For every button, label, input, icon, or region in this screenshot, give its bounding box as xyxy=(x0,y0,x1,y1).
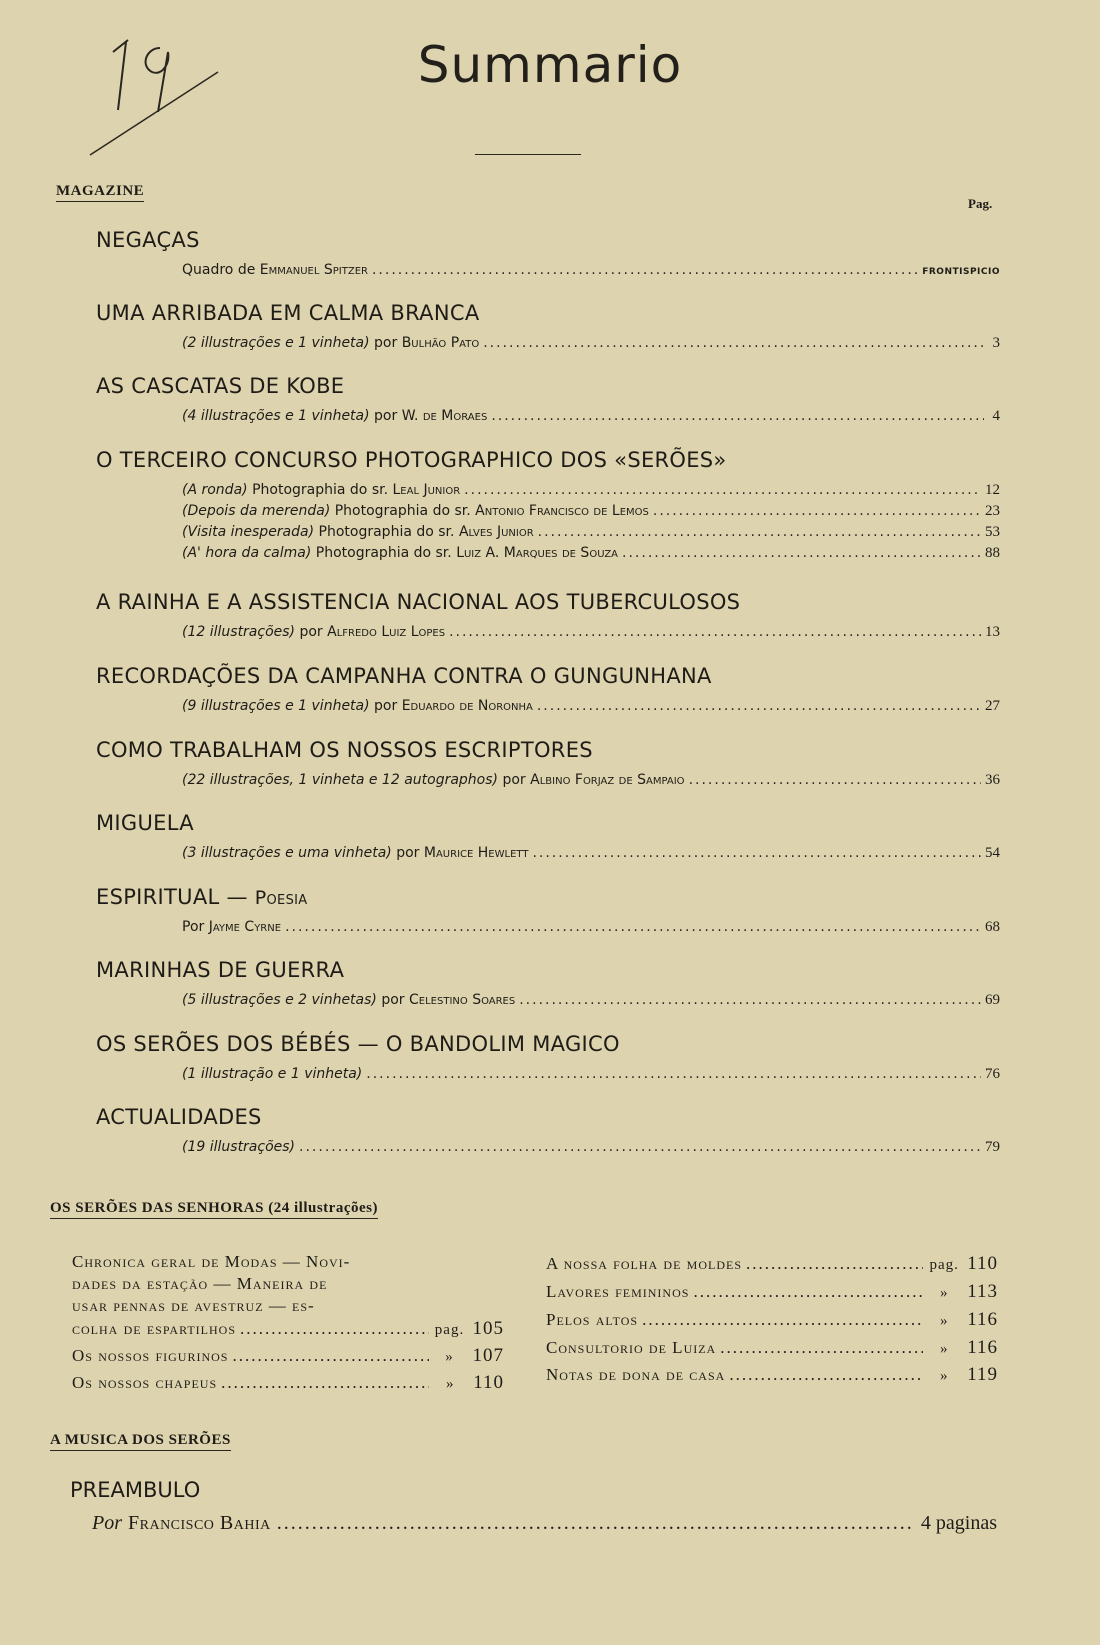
senhoras-page-number: 107 xyxy=(472,1345,504,1366)
entry-text: Photographia do sr. xyxy=(314,524,459,540)
musica-section-label: A MUSICA DOS SERÕES xyxy=(50,1432,231,1451)
entry-text: Por xyxy=(182,919,209,935)
senhoras-item-text: dades da estação — Maneira de xyxy=(72,1274,328,1293)
senhoras-item xyxy=(546,1337,998,1359)
entry-author: Emmanuel Spitzer xyxy=(259,262,368,278)
leader-dots xyxy=(449,624,981,640)
entry-description: (12 illustrações) xyxy=(182,624,296,640)
preambulo-title: PREAMBULO xyxy=(70,1478,201,1502)
entry-author: Alves Junior xyxy=(458,524,534,540)
page-marker: pag. xyxy=(434,1322,465,1338)
entry-author: W. de Moraes xyxy=(401,408,488,424)
senhoras-item xyxy=(546,1364,998,1386)
page-marker: » xyxy=(939,1341,949,1357)
entry-title: MARINHAS DE GUERRA xyxy=(96,958,345,982)
leader-dots xyxy=(366,1066,981,1082)
senhoras-item-text: Chronica geral de Modas — Novi- xyxy=(72,1252,351,1271)
leader-dots xyxy=(720,1338,923,1358)
senhoras-item-text: A nossa folha de moldes xyxy=(546,1254,743,1273)
entry-description: (1 illustração e 1 vinheta) xyxy=(182,1066,363,1082)
entry-description: (22 illustrações, 1 vinheta e 12 autographos) xyxy=(182,772,499,788)
leader-dots xyxy=(538,524,981,540)
entry-title xyxy=(96,885,307,909)
entry-description: (2 illustrações e 1 vinheta) xyxy=(182,335,370,351)
leader-dots xyxy=(729,1365,923,1385)
entry-title: MIGUELA xyxy=(96,811,194,835)
leader-dots xyxy=(299,1139,981,1155)
entry-page-number: 68 xyxy=(985,919,1000,935)
leader-dots xyxy=(642,1310,923,1330)
entry-author: Jayme Cyrne xyxy=(208,919,282,935)
entry-page-number: 79 xyxy=(985,1139,1000,1155)
entry-line xyxy=(182,335,1000,355)
entry-text: por xyxy=(369,335,402,351)
entry-page-number: 23 xyxy=(985,503,1000,519)
leader-dots xyxy=(746,1254,923,1274)
leader-dots xyxy=(232,1346,428,1366)
senhoras-item-text: Notas de dona de casa xyxy=(546,1365,726,1384)
senhoras-item-text: Os nossos chapeus xyxy=(72,1373,218,1392)
entry-subtitle: Poesia xyxy=(254,887,308,909)
entry-author: Leal Junior xyxy=(392,482,461,498)
senhoras-item-text: colha de espartilhos xyxy=(72,1319,237,1338)
leader-dots xyxy=(693,1282,923,1302)
entry-page-number: 12 xyxy=(985,482,1000,498)
entry-line xyxy=(182,262,1000,282)
entry-author: Antonio Francisco de Lemos xyxy=(475,503,649,519)
entry-title: OS SERÕES DOS BÉBÉS — O BANDOLIM MAGICO xyxy=(96,1032,620,1056)
entry-line xyxy=(182,845,1000,865)
entry-line xyxy=(182,503,1000,523)
page-marker: » xyxy=(445,1349,454,1365)
entry-line xyxy=(182,524,1000,544)
entry-author: Maurice Hewlett xyxy=(423,845,529,861)
page-marker: » xyxy=(939,1368,949,1384)
entry-title: AS CASCATAS DE KOBE xyxy=(96,374,345,398)
senhoras-page-number: 110 xyxy=(967,1253,998,1274)
senhoras-page-number: 119 xyxy=(967,1364,998,1385)
entry-text: Quadro de xyxy=(182,262,260,278)
entry-line xyxy=(182,772,1000,792)
senhoras-item xyxy=(72,1372,504,1394)
entry-text: por xyxy=(369,698,402,714)
entry-title: A RAINHA E A ASSISTENCIA NACIONAL AOS TUBERCULOSOS xyxy=(96,590,741,614)
entry-title-text: ESPIRITUAL — xyxy=(96,885,255,909)
preambulo-line: Por Francisco Bahia ..... 4 paginas xyxy=(92,1512,997,1535)
entry-title: O TERCEIRO CONCURSO PHOTOGRAPHICO DOS «SERÕES» xyxy=(96,448,727,472)
senhoras-section-label: OS SERÕES DAS SENHORAS (24 illustrações) xyxy=(50,1200,378,1219)
entry-description: (5 illustrações e 2 vinhetas) xyxy=(182,992,377,1008)
page-marker: » xyxy=(445,1376,455,1392)
entry-title: NEGAÇAS xyxy=(96,228,200,252)
entry-author: Luiz A. Marques de Souza xyxy=(456,545,619,561)
entry-text: por xyxy=(391,845,424,861)
senhoras-page-number: 113 xyxy=(967,1281,998,1302)
entry-author: Celestino Soares xyxy=(409,992,516,1008)
magazine-section-label: MAGAZINE xyxy=(56,183,144,202)
entry-author: Eduardo de Noronha xyxy=(401,698,533,714)
leader-dots xyxy=(491,408,984,424)
leader-dots xyxy=(519,992,981,1008)
entry-text: Photographia do sr. xyxy=(247,482,393,498)
entry-description: (A ronda) xyxy=(182,482,248,498)
entry-author: Alfredo Luiz Lopes xyxy=(327,624,446,640)
entry-page-number: 53 xyxy=(985,524,1000,540)
entry-author: Bulhão Pato xyxy=(401,335,480,351)
entry-title: COMO TRABALHAM OS NOSSOS ESCRIPTORES xyxy=(96,738,593,762)
entry-page-number: 88 xyxy=(985,545,1000,561)
entry-title: RECORDAÇÕES DA CAMPANHA CONTRA O GUNGUNHANA xyxy=(96,664,712,688)
entry-page-number: 36 xyxy=(985,772,1000,788)
entry-page-number: 27 xyxy=(985,698,1000,714)
entry-description: (A' hora da calma) xyxy=(182,545,312,561)
entry-page-number: 4 xyxy=(992,408,1000,424)
entry-line xyxy=(182,698,1000,718)
entry-line xyxy=(182,624,1000,644)
entry-description: (9 illustrações e 1 vinheta) xyxy=(182,698,370,714)
entry-text: Photographia do sr. xyxy=(311,545,457,561)
senhoras-page-number: 105 xyxy=(472,1318,504,1339)
leader-dots xyxy=(464,482,981,498)
entry-description: (Visita inesperada) xyxy=(182,524,315,540)
entry-line xyxy=(182,1066,1000,1086)
entry-line xyxy=(182,408,1000,428)
entry-title: ACTUALIDADES xyxy=(96,1105,262,1129)
entry-line xyxy=(182,545,1000,565)
leader-dots xyxy=(689,772,981,788)
leader-dots xyxy=(532,845,981,861)
entry-text: por xyxy=(376,992,409,1008)
entry-page-number: 76 xyxy=(985,1066,1000,1082)
senhoras-item-text: Pelos altos xyxy=(546,1310,639,1329)
entry-author: Albino Forjaz de Sampaio xyxy=(530,772,685,788)
entry-line xyxy=(182,992,1000,1012)
senhoras-item xyxy=(546,1281,998,1303)
senhoras-item xyxy=(546,1309,998,1331)
leader-dots xyxy=(653,503,981,519)
entry-line xyxy=(182,482,1000,502)
senhoras-page-number: 110 xyxy=(473,1372,504,1393)
entry-text: Photographia do sr. xyxy=(330,503,476,519)
entry-line xyxy=(182,1139,1000,1159)
entry-title: UMA ARRIBADA EM CALMA BRANCA xyxy=(96,301,480,325)
senhoras-item xyxy=(72,1318,504,1340)
senhoras-item xyxy=(546,1253,998,1275)
entry-text: por xyxy=(295,624,328,640)
page-marker: » xyxy=(939,1285,949,1301)
entry-line xyxy=(182,919,1000,939)
entry-page-number: 3 xyxy=(992,335,1000,351)
leader-dots xyxy=(622,545,981,561)
entry-description: (4 illustrações e 1 vinheta) xyxy=(182,408,370,424)
page-marker: pag. xyxy=(929,1257,959,1273)
leader-dots xyxy=(240,1319,428,1339)
entry-page-number: 54 xyxy=(985,845,1000,861)
entry-description: (Depois da merenda) xyxy=(182,503,331,519)
senhoras-item-text: Lavores femininos xyxy=(546,1282,690,1301)
leader-dots xyxy=(221,1373,429,1393)
page-marker: » xyxy=(939,1313,949,1329)
entry-description: (3 illustrações e uma vinheta) xyxy=(182,845,392,861)
entry-page-number: FRONTISPICIO xyxy=(922,267,1000,277)
senhoras-item-text: usar pennas de avestruz — es- xyxy=(72,1296,315,1315)
entry-text: por xyxy=(369,408,402,424)
title-divider xyxy=(475,154,581,155)
page-column-header: Pag. xyxy=(968,196,993,211)
entry-description: (19 illustrações) xyxy=(182,1139,296,1155)
entry-text: por xyxy=(498,772,531,788)
leader-dots xyxy=(537,698,981,714)
page-title: Summario xyxy=(417,36,683,94)
senhoras-page-number: 116 xyxy=(967,1337,998,1358)
senhoras-page-number: 116 xyxy=(967,1309,998,1330)
entry-page-number: 13 xyxy=(985,624,1000,640)
leader-dots xyxy=(285,919,981,935)
senhoras-item-text: Consultorio de Luiza xyxy=(546,1338,717,1357)
leader-dots xyxy=(483,335,984,351)
leader-dots xyxy=(372,262,918,278)
senhoras-item xyxy=(72,1345,504,1367)
senhoras-item-text: Os nossos figurinos xyxy=(72,1346,229,1365)
entry-page-number: 69 xyxy=(985,992,1000,1008)
